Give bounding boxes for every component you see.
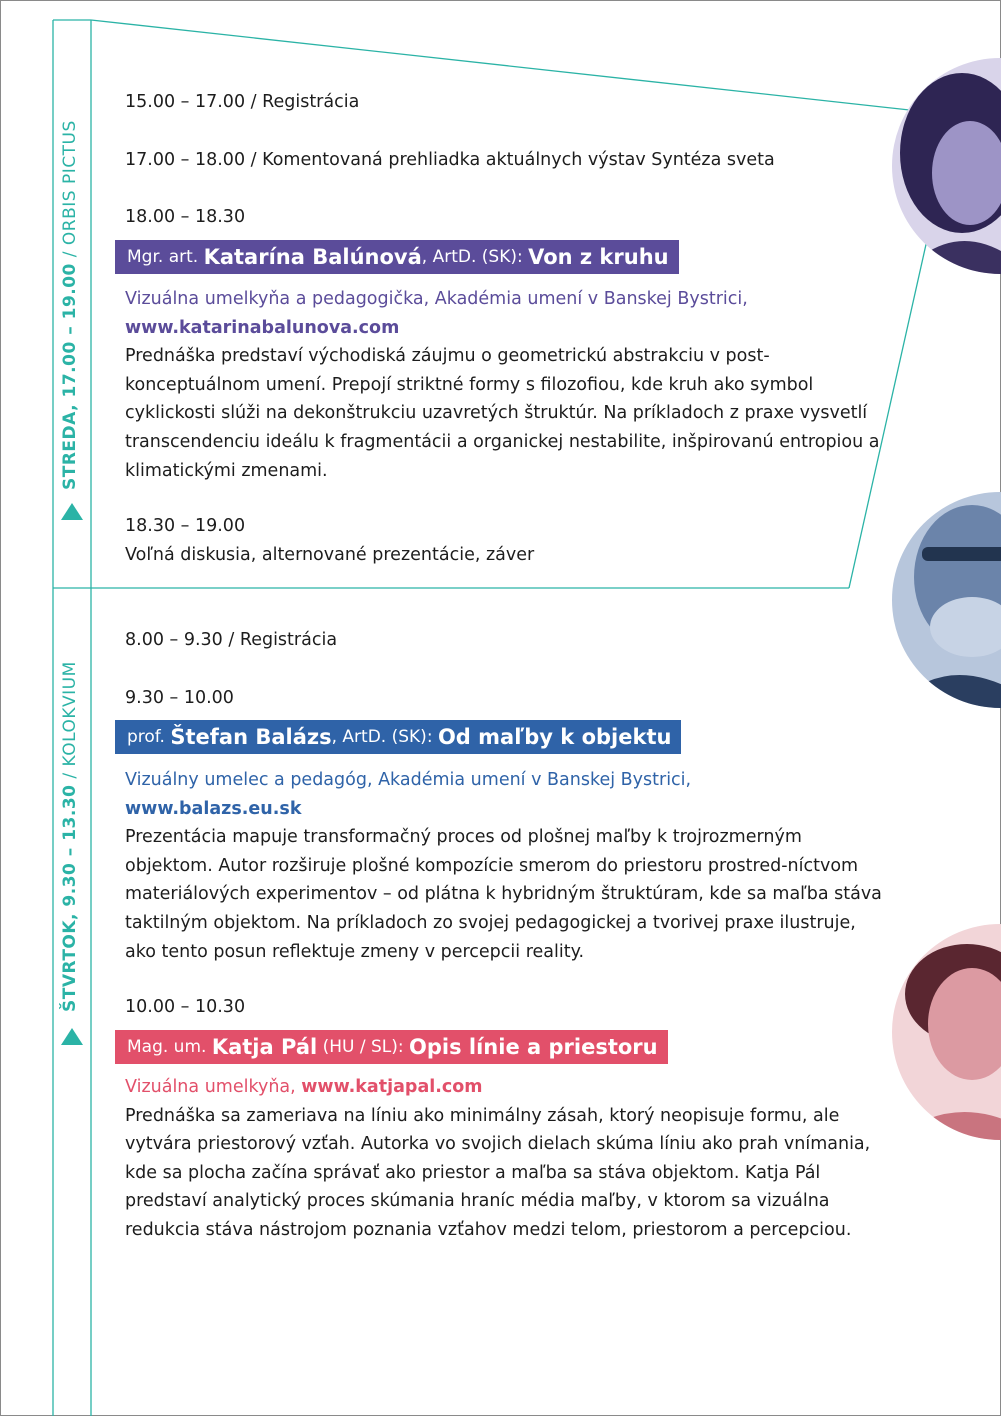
talk-title: Opis línie a priestoru bbox=[409, 1035, 658, 1059]
day2-sidebar-label bbox=[60, 661, 80, 1012]
day1-speaker-description bbox=[125, 285, 885, 485]
speaker-website-link[interactable]: www.katarinabalunova.com bbox=[125, 317, 400, 338]
speaker-suffix: (HU / SL): bbox=[317, 1037, 410, 1057]
talk-abstract: Prednáška sa zameriava na líniu ako minimálny zásah, ktorý neopisuje formu, ale vytvára priestorový vzťah. Autorka vo svojich dielach skúma líniu ako prah vnímania, kde sa plocha začína správať ako priestor a maľba sa stáva objektom. Katja Pál predstaví analytický proces skúmania hraníc média maľby, v ktorom sa vizuálna redukcia stáva nástrojom poznania vzťahov medzi telom, priestorom a percepciou. bbox=[125, 1105, 871, 1240]
speaker-role: Vizuálny umelec a pedagóg, Akadémia umení v Banskej Bystrici, bbox=[125, 770, 692, 790]
day2-talk1-time: 9.30 – 10.00 bbox=[125, 688, 234, 708]
speaker-role: Vizuálna umelkyňa, bbox=[125, 1077, 302, 1097]
speaker-bar-pal bbox=[115, 1030, 668, 1064]
speaker-name: Katja Pál bbox=[211, 1035, 318, 1059]
speaker-website-link[interactable]: www.balazs.eu.sk bbox=[125, 798, 302, 819]
day2-registration: 8.00 – 9.30 / Registrácia bbox=[125, 630, 338, 650]
speaker-suffix: , ArtD. (SK): bbox=[421, 247, 529, 267]
speaker-name: Katarína Balúnová bbox=[203, 245, 422, 269]
day1-triangle-icon bbox=[61, 503, 83, 520]
speaker-suffix: , ArtD. (SK): bbox=[331, 727, 438, 747]
speaker-website-link[interactable]: www.katjapal.com bbox=[301, 1077, 483, 1097]
day2-talk2-time: 10.00 – 10.30 bbox=[125, 997, 246, 1017]
day2-sidebar-rest: / KOLOKVIUM bbox=[60, 661, 80, 785]
speaker-prefix: prof. bbox=[127, 727, 171, 747]
day1-discussion-time: 18.30 – 19.00 bbox=[125, 516, 246, 536]
day1-discussion: Voľná diskusia, alternované prezentácie, záver bbox=[125, 545, 535, 565]
day1-sidebar-bold: STREDA, 17.00 – 19.00 bbox=[60, 263, 80, 490]
speaker-bar-balunova bbox=[115, 240, 679, 274]
day2-triangle-icon bbox=[61, 1028, 83, 1045]
day1-sidebar-rest: / ORBIS PICTUS bbox=[60, 120, 80, 264]
speaker-prefix: Mgr. art. bbox=[127, 247, 204, 267]
speaker-role-line bbox=[125, 1073, 885, 1102]
day2-sidebar-bold: ŠTVRTOK, 9.30 – 13.30 bbox=[60, 784, 80, 1012]
day1-registration: 15.00 – 17.00 / Registrácia bbox=[125, 92, 360, 112]
talk-abstract: Prezentácia mapuje transformačný proces od plošnej maľby k trojrozmerným objektom. Autor rozširuje plošné kompozície smerom do priestoru prostred-níctvom materiálových experimentov – od plátna k hybridným štruktúram, kde sa maľba stáva taktilným objektom. Na príkladoch zo svojej pedagogickej a tvorivej praxe ilustruje, ako tento posun reflektuje zmeny v percepcii reality. bbox=[125, 827, 882, 962]
talk-abstract: Prednáška predstaví východiská záujmu o geometrickú abstrakciu v post-konceptuálnom umení. Prepojí striktné formy s filozofiou, kde kruh ako symbol cyklickosti slúži na dekonštrukciu uzavretých štruktúr. Na príkladoch z praxe vysvetlí transcendenciu ideálu k fragmentácii a organickej nestabilite, inšpirovanú entropiou a klimatickými zmenami. bbox=[125, 346, 880, 481]
day1-talk-time: 18.00 – 18.30 bbox=[125, 207, 246, 227]
talk-title: Od maľby k objektu bbox=[437, 725, 672, 749]
day2-speaker1-description bbox=[125, 766, 885, 966]
day1-tour: 17.00 – 18.00 / Komentovaná prehliadka aktuálnych výstav Syntéza sveta bbox=[125, 150, 775, 170]
day2-speaker2-description bbox=[125, 1073, 885, 1245]
speaker-prefix: Mag. um. bbox=[127, 1037, 212, 1057]
talk-title: Von z kruhu bbox=[528, 245, 669, 269]
speaker-role: Vizuálna umelkyňa a pedagogička, Akadémia umení v Banskej Bystrici, bbox=[125, 289, 748, 309]
speaker-name: Štefan Balázs bbox=[170, 725, 332, 749]
speaker-bar-balazs bbox=[115, 720, 681, 754]
day1-sidebar-label bbox=[60, 120, 80, 490]
